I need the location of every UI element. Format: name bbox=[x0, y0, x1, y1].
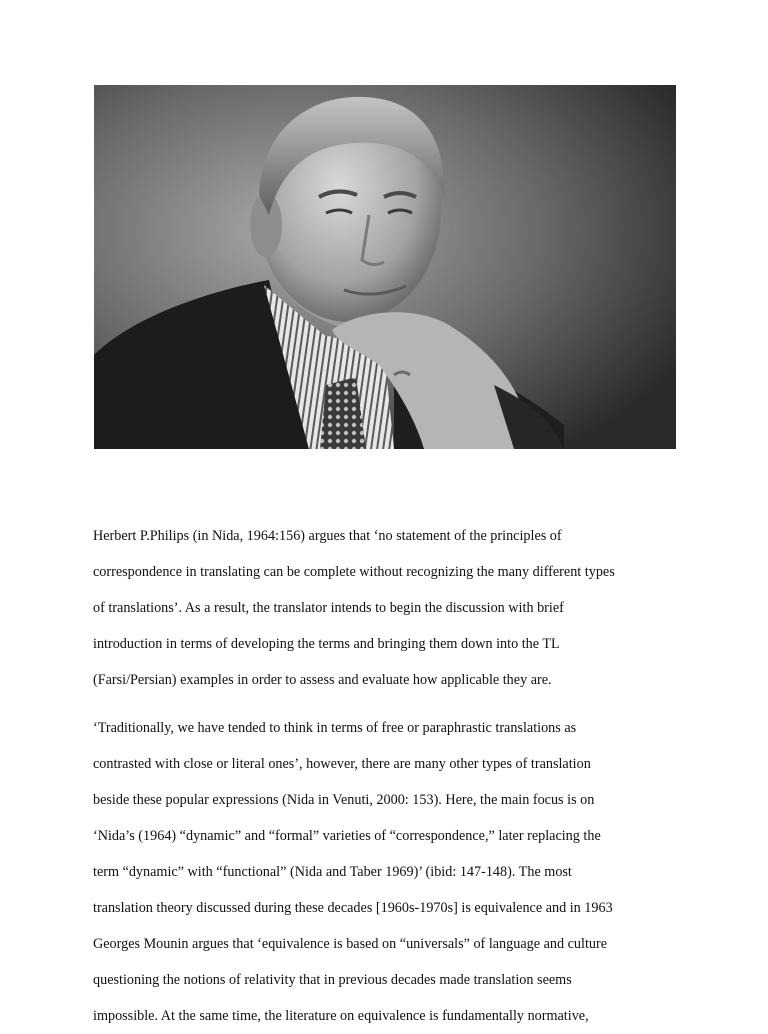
portrait-photo bbox=[94, 85, 676, 449]
text-line: ‘Nida’s (1964) “dynamic” and “formal” varieties of “correspondence,” later replacing the bbox=[93, 828, 601, 844]
text-line: impossible. At the same time, the literature on equivalence is fundamentally normative, bbox=[93, 1008, 589, 1024]
text-line: introduction in terms of developing the terms and bringing them down into the TL bbox=[93, 636, 560, 652]
paragraph-2 bbox=[93, 710, 683, 1034]
text-line: contrasted with close or literal ones’, however, there are many other types of translation bbox=[93, 756, 591, 772]
text-line: translation theory discussed during these decades [1960s-1970s] is equivalence and in 1963 bbox=[93, 900, 613, 916]
text-line: correspondence in translating can be complete without recognizing the many different types bbox=[93, 564, 615, 580]
text-line: Herbert P.Philips (in Nida, 1964:156) argues that ‘no statement of the principles of bbox=[93, 528, 562, 544]
text-line: (Farsi/Persian) examples in order to assess and evaluate how applicable they are. bbox=[93, 672, 552, 688]
text-line: beside these popular expressions (Nida in Venuti, 2000: 153). Here, the main focus is on bbox=[93, 792, 595, 808]
text-line: Georges Mounin argues that ‘equivalence is based on “universals” of language and culture bbox=[93, 936, 607, 952]
text-line: of translations’. As a result, the translator intends to begin the discussion with brief bbox=[93, 600, 564, 616]
text-line: questioning the notions of relativity that in previous decades made translation seems bbox=[93, 972, 572, 988]
text-line: term “dynamic” with “functional” (Nida and Taber 1969)’ (ibid: 147-148). The most bbox=[93, 864, 572, 880]
text-line: ‘Traditionally, we have tended to think in terms of free or paraphrastic translations as bbox=[93, 720, 577, 736]
paragraph-1 bbox=[93, 518, 683, 698]
